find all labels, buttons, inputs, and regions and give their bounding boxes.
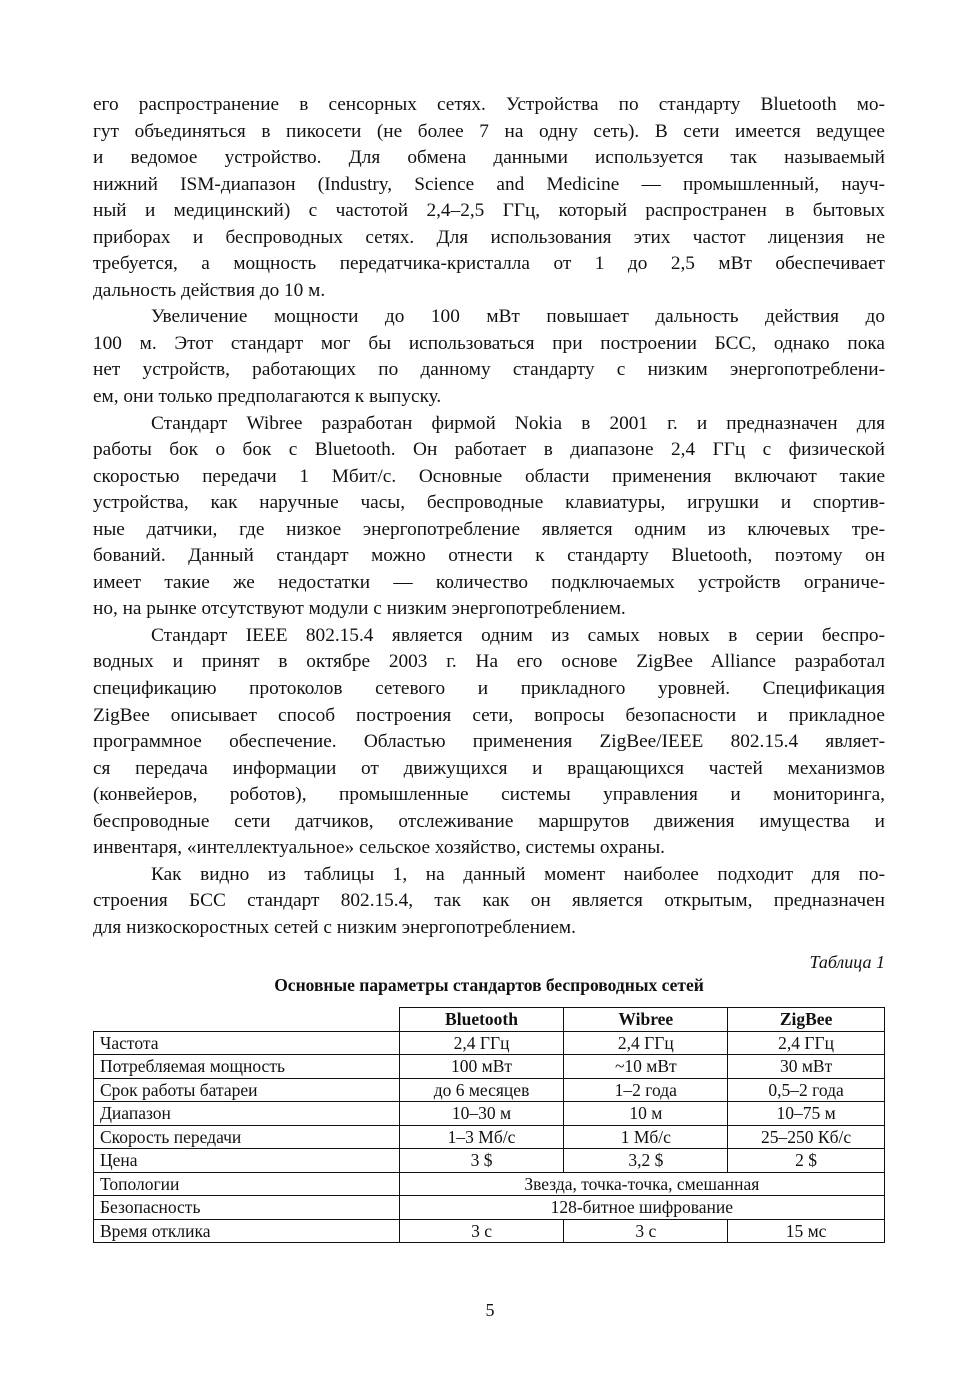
text-line: программное обеспечение. Областью применения ZigBee/IEEE 802.15.4 являет- [93, 731, 885, 753]
table-cell: 30 мВт [728, 1055, 885, 1079]
text-line: требуется, а мощность передатчика-кристалла от 1 до 2,5 мВт обеспечивает [93, 253, 885, 275]
text-line: гут объединяться в пикосети (не более 7 на одну сеть). В сети имеется ведущее [93, 120, 885, 142]
row-label: Срок работы батареи [94, 1078, 400, 1102]
row-label: Цена [94, 1149, 400, 1173]
row-label: Время отклика [94, 1219, 400, 1243]
text-line: ZigBee описывает способ построения сети, вопросы безопасности и прикладное [93, 704, 885, 726]
table-row [94, 1125, 885, 1149]
paragraph [93, 92, 885, 304]
header-zigbee: ZigBee [728, 1008, 885, 1032]
table-cell: 10–75 м [728, 1102, 885, 1126]
header-empty [94, 1008, 400, 1032]
text-line: дальность действия до 10 м. [93, 279, 326, 301]
table-row [94, 1031, 885, 1055]
table-row [94, 1172, 885, 1196]
text-line: приборах и беспроводных сетях. Для использования этих частот лицензия не [93, 226, 885, 248]
table-cell: ~10 мВт [564, 1055, 728, 1079]
row-label: Частота [94, 1031, 400, 1055]
text-line: ся передача информации от движущихся и вращающихся частей механизмов [93, 757, 885, 779]
table-cell: 2 $ [728, 1149, 885, 1173]
text-line: для низкоскоростных сетей с низким энергопотреблением. [93, 916, 576, 938]
table-cell: 1–3 Мб/с [399, 1125, 564, 1149]
text-line: водных и принят в октябре 2003 г. На его основе ZigBee Alliance разработал [93, 651, 885, 673]
text-line: 100 м. Этот стандарт мог бы использоваться при построении БСС, однако пока [93, 332, 885, 354]
text-line: нет устройств, работающих по данному стандарту с низким энергопотреблени- [93, 359, 885, 381]
table-row [94, 1149, 885, 1173]
table-cell: 15 мс [728, 1219, 885, 1243]
row-label: Топологии [94, 1172, 400, 1196]
table-cell: 0,5–2 года [728, 1078, 885, 1102]
text-line: его распространение в сенсорных сетях. Устройства по стандарту Bluetooth мо- [93, 94, 885, 115]
table-cell: 1–2 года [564, 1078, 728, 1102]
table-cell: 2,4 ГГц [564, 1031, 728, 1055]
table-cell: 100 мВт [399, 1055, 564, 1079]
text-line: работы бок о бок с Bluetooth. Он работает в диапазоне 2,4 ГГц с физической [93, 439, 885, 461]
text-line: ные датчики, где низкое энергопотребление является одним из ключевых тре- [93, 518, 885, 540]
table-cell-merged: Звезда, точка-точка, смешанная [399, 1172, 884, 1196]
text-line: бований. Данный стандарт можно отнести к стандарту Bluetooth, поэтому он [93, 545, 885, 567]
text-line: строения БСС стандарт 802.15.4, так как он является открытым, предназначен [93, 890, 885, 912]
text-line: имеет такие же недостатки — количество подключаемых устройств ограниче- [93, 571, 885, 593]
text-line: ный и медицинский) с частотой 2,4–2,5 ГГц, который распространен в бытовых [93, 200, 885, 222]
table-row [94, 1196, 885, 1220]
table-cell-merged: 128-битное шифрование [399, 1196, 884, 1220]
row-label: Безопасность [94, 1196, 400, 1220]
table-cell: 3 с [399, 1219, 564, 1243]
text-line: Увеличение мощности до 100 мВт повышает дальность действия до [151, 306, 885, 328]
table-row [94, 1055, 885, 1079]
table-cell: 2,4 ГГц [728, 1031, 885, 1055]
row-label: Скорость передачи [94, 1125, 400, 1149]
table-header-row [94, 1008, 885, 1032]
standards-table [93, 1007, 885, 1243]
table-cell: 3,2 $ [564, 1149, 728, 1173]
table-title: Основные параметры стандартов беспроводных сетей [274, 975, 704, 995]
text-line: Стандарт IEEE 802.15.4 является одним из самых новых в серии беспро- [151, 624, 885, 646]
text-line: устройства, как наручные часы, беспроводные клавиатуры, игрушки и спортив- [93, 492, 885, 514]
table-row [94, 1102, 885, 1126]
row-label: Диапазон [94, 1102, 400, 1126]
page-number: 5 [485, 1300, 495, 1320]
row-label: Потребляемая мощность [94, 1055, 400, 1079]
text-line: и ведомое устройство. Для обмена данными используется так называемый [93, 147, 885, 169]
text-line: Стандарт Wibree разработан фирмой Nokia в 2001 г. и предназначен для [151, 412, 885, 434]
text-line: инвентаря, «интеллектуальное» сельское хозяйство, системы охраны. [93, 837, 666, 859]
text-line: скоростью передачи 1 Мбит/с. Основные области применения включают такие [93, 465, 885, 487]
text-line: беспроводные сети датчиков, отслеживание маршрутов движения имущества и [93, 810, 885, 832]
text-line: ем, они только предполагаются к выпуску. [93, 386, 442, 408]
table-row [94, 1078, 885, 1102]
table-cell: 25–250 Кб/с [728, 1125, 885, 1149]
text-line: спецификацию протоколов сетевого и прикладного уровней. Спецификация [93, 678, 885, 700]
table-cell: 3 $ [399, 1149, 564, 1173]
table-row [94, 1219, 885, 1243]
paragraph [93, 411, 885, 623]
paragraph [93, 862, 885, 942]
table-cell: 10 м [564, 1102, 728, 1126]
text-line: нижний ISM-диапазон (Industry, Science and Medicine — промышленный, науч- [93, 173, 885, 195]
table-caption: Таблица 1 [809, 952, 885, 972]
table-cell: до 6 месяцев [399, 1078, 564, 1102]
table-cell: 10–30 м [399, 1102, 564, 1126]
table-cell: 3 с [564, 1219, 728, 1243]
table-cell: 2,4 ГГц [399, 1031, 564, 1055]
header-wibree: Wibree [564, 1008, 728, 1032]
text-line: Как видно из таблицы 1, на данный момент наиболее подходит для по- [151, 863, 885, 885]
table-cell: 1 Мб/с [564, 1125, 728, 1149]
paragraph [93, 623, 885, 862]
text-line: (конвейеров, роботов), промышленные системы управления и мониторинга, [93, 784, 885, 806]
body-text [93, 92, 885, 942]
text-line: но, на рынке отсутствуют модули с низким энергопотреблением. [93, 598, 626, 620]
header-bluetooth: Bluetooth [399, 1008, 564, 1032]
paragraph [93, 304, 885, 410]
